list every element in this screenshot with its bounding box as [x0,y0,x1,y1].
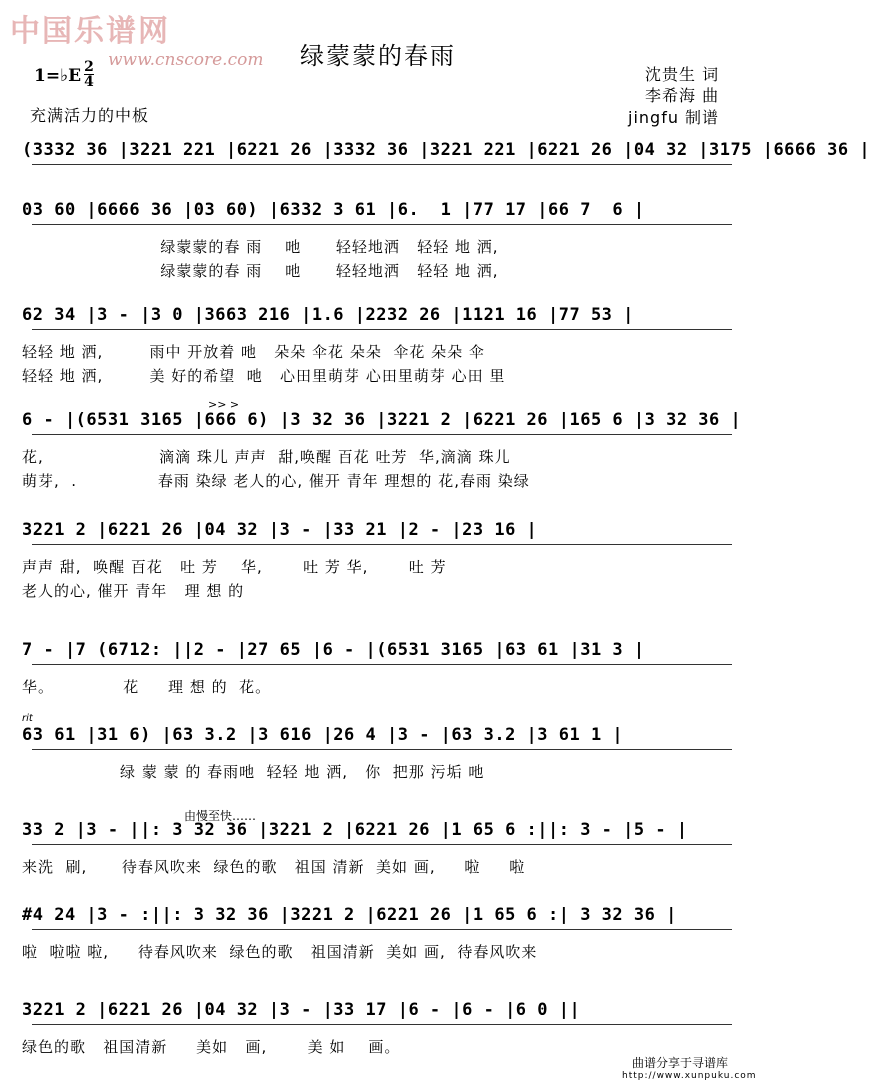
notation-line: 7 - |7 (6712: ||2 - |27 65 |6 - |(6531 3165 |63 61 |31 3 | [22,640,645,660]
tempo-marking: 充满活力的中板 [30,106,150,125]
notation-line: 03 60 |6666 36 |03 60) |6332 3 61 |6. 1 |77 17 |66 7 6 | [22,200,645,220]
accent-marks: >> > [208,398,240,411]
notation-line: #4 24 |3 - :||: 3 32 36 |3221 2 |6221 26 |1 65 6 :| 3 32 36 | [22,905,677,925]
watermark-url: www.cnscore.com [108,50,264,70]
notation-line: 3221 2 |6221 26 |04 32 |3 - |33 21 |2 - |23 16 | [22,520,538,540]
lyrics-line-1: 绿色的歌 祖国清新 美如 画, 美 如 画。 [22,1038,401,1056]
rhythm-underline [32,1024,732,1025]
notation-line: 3221 2 |6221 26 |04 32 |3 - |33 17 |6 - |6 - |6 0 || [22,1000,581,1020]
lyrics-line-1: 啦 啦啦 啦, 待春风吹来 绿色的歌 祖国清新 美如 画, 待春风吹来 [22,943,538,961]
notation-line: 62 34 |3 - |3 0 |3663 216 |1.6 |2232 26 |1121 16 |77 53 | [22,305,634,325]
composer-credit: 李希海 曲 [645,86,720,105]
footer-url: http://www.xunpuku.com [622,1071,757,1081]
rit-marking: rit [22,713,33,724]
lyrics-line-2: 老人的心, 催开 青年 理 想 的 [22,582,245,600]
lyrics-line-1: 绿 蒙 蒙 的 春雨吔 轻轻 地 洒, 你 把那 污垢 吔 [22,763,485,781]
lyrics-line-1: 来洗 刷, 待春风吹来 绿色的歌 祖国 清新 美如 画, 啦 啦 [22,858,526,876]
notation-line: 6 - |(6531 3165 |666 6) |3 32 36 |3221 2 |6221 26 |165 6 |3 32 36 | [22,410,742,430]
tempo-change-marking: 由慢至快…… [184,809,257,823]
rhythm-underline [32,224,732,225]
rhythm-underline [32,664,732,665]
rhythm-underline [32,164,732,165]
lyrics-line-2: 萌芽, . 春雨 染绿 老人的心, 催开 青年 理想的 花,春雨 染绿 [22,472,530,490]
time-signature-bottom: 4 [84,74,94,90]
footer-text: 曲谱分享于寻谱库 [632,1056,729,1070]
notation-line: 33 2 |3 - ||: 3 32 36 |3221 2 |6221 26 |1 65 6 :||: 3 - |5 - | [22,820,688,840]
engraver-credit: jingfu 制谱 [628,108,720,127]
rhythm-underline [32,929,732,930]
lyrics-line-1: 花, 滴滴 珠儿 声声 甜,唤醒 百花 吐芳 华,滴滴 珠儿 [22,448,511,466]
lyrics-line-2: 轻轻 地 洒, 美 好的希望 吔 心田里萌芽 心田里萌芽 心田 里 [22,367,506,385]
rhythm-underline [32,544,732,545]
time-signature [84,60,94,89]
notation-line: (3332 36 |3221 221 |6221 26 |3332 36 |3221 221 |6221 26 |04 32 |3175 |6666 36 | [22,140,870,160]
rhythm-underline [32,434,732,435]
rhythm-underline [32,844,732,845]
lyrics-line-1: 绿蒙蒙的春 雨 吔 轻轻地洒 轻轻 地 洒, [22,238,499,256]
lyrics-line-2: 绿蒙蒙的春 雨 吔 轻轻地洒 轻轻 地 洒, [22,262,499,280]
key-signature: 1=♭E [34,66,82,86]
watermark-brand: 中国乐谱网 [10,14,170,49]
notation-line: 63 61 |31 6) |63 3.2 |3 616 |26 4 |3 - |63 3.2 |3 61 1 | [22,725,624,745]
lyricist-credit: 沈贵生 词 [645,65,720,84]
time-signature-top: 2 [84,59,94,75]
rhythm-underline [32,749,732,750]
lyrics-line-1: 声声 甜, 唤醒 百花 吐 芳 华, 吐 芳 华, 吐 芳 [22,558,447,576]
lyrics-line-1: 华。 花 理 想 的 花。 [22,678,272,696]
rhythm-underline [32,329,732,330]
lyrics-line-1: 轻轻 地 洒, 雨中 开放着 吔 朵朵 伞花 朵朵 伞花 朵朵 伞 [22,343,485,361]
page-title: 绿蒙蒙的春雨 [300,42,456,70]
